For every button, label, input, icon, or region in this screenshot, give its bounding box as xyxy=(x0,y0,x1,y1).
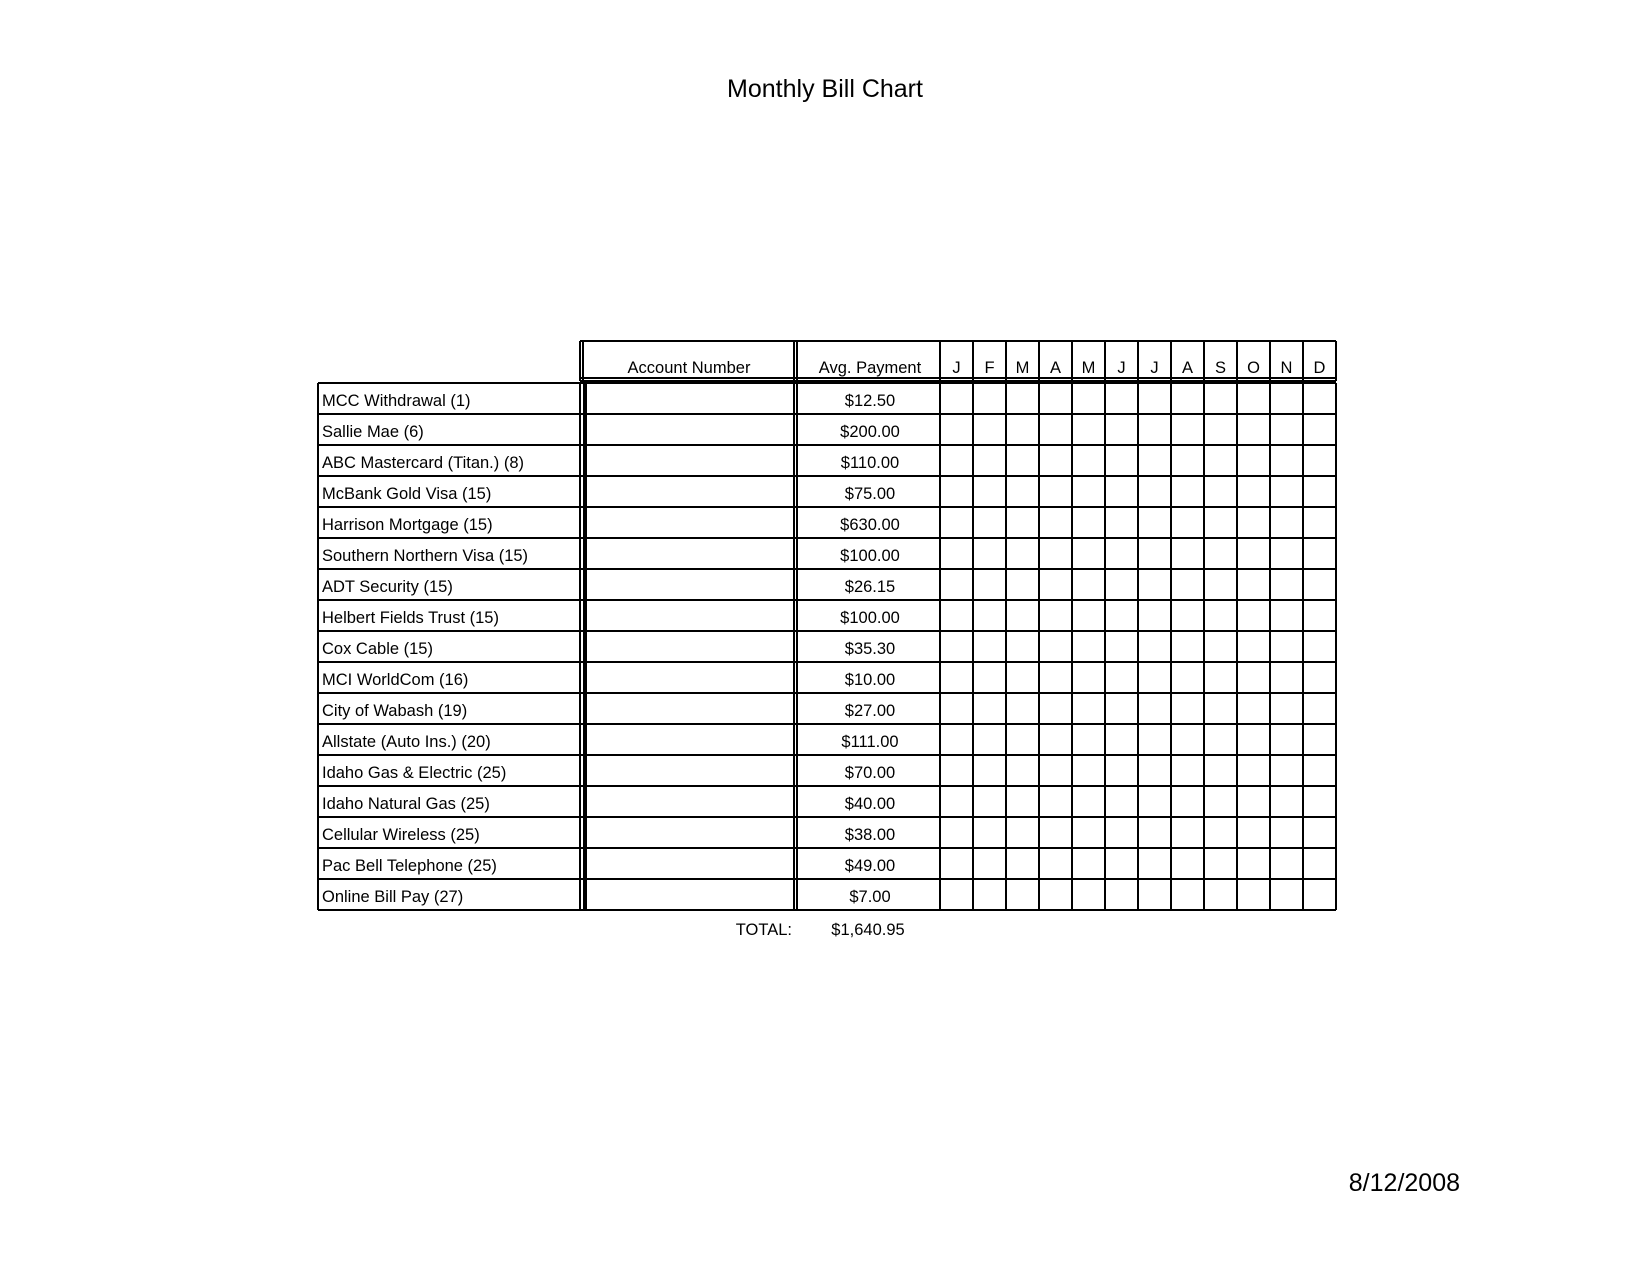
bill-name: MCI WorldCom (16) xyxy=(322,671,469,689)
avg-payment: $630.00 xyxy=(840,516,900,534)
month-header: J xyxy=(1117,359,1126,377)
month-header: N xyxy=(1280,359,1293,377)
month-header: A xyxy=(1049,359,1062,377)
avg-payment: $26.15 xyxy=(844,578,896,596)
avg-payment: $40.00 xyxy=(844,795,896,813)
avg-payment: $110.00 xyxy=(840,454,900,472)
avg-payment: $35.30 xyxy=(844,640,896,658)
avg-payment: $7.00 xyxy=(849,888,891,906)
month-header: F xyxy=(984,359,995,377)
avg-payment-header: Avg. Payment xyxy=(818,359,922,377)
avg-payment: $75.00 xyxy=(844,485,896,503)
bill-name: Helbert Fields Trust (15) xyxy=(322,609,499,627)
month-header: D xyxy=(1313,359,1326,377)
bill-name: ABC Mastercard (Titan.) (8) xyxy=(322,454,525,472)
bill-name: Idaho Gas & Electric (25) xyxy=(322,764,507,782)
account-number-header: Account Number xyxy=(627,359,751,377)
bill-name: McBank Gold Visa (15) xyxy=(322,485,492,503)
month-header: A xyxy=(1181,359,1194,377)
bill-name: Cox Cable (15) xyxy=(322,640,433,658)
avg-payment: $10.00 xyxy=(844,671,896,689)
bill-name: Sallie Mae (6) xyxy=(322,423,424,441)
total-label: TOTAL: xyxy=(735,921,792,939)
month-header: M xyxy=(1081,359,1096,377)
avg-payment: $27.00 xyxy=(844,702,896,720)
bill-name: ADT Security (15) xyxy=(322,578,453,596)
month-header: M xyxy=(1015,359,1030,377)
bill-name: City of Wabash (19) xyxy=(322,702,468,720)
print-date: 8/12/2008 xyxy=(1348,1169,1460,1197)
month-header: O xyxy=(1247,359,1260,377)
total-value: $1,640.95 xyxy=(831,921,905,939)
avg-payment: $12.50 xyxy=(844,392,896,410)
month-header: J xyxy=(952,359,961,377)
avg-payment: $70.00 xyxy=(844,764,896,782)
month-header: J xyxy=(1150,359,1159,377)
avg-payment: $200.00 xyxy=(840,423,900,441)
bill-name: Cellular Wireless (25) xyxy=(322,826,480,844)
bill-name: Online Bill Pay (27) xyxy=(322,888,464,906)
avg-payment: $100.00 xyxy=(840,609,900,627)
bill-name: Idaho Natural Gas (25) xyxy=(322,795,490,813)
avg-payment: $111.00 xyxy=(841,733,899,751)
avg-payment: $49.00 xyxy=(844,857,896,875)
bill-name: MCC Withdrawal (1) xyxy=(322,392,471,410)
bill-name: Southern Northern Visa (15) xyxy=(322,547,529,565)
bill-name: Harrison Mortgage (15) xyxy=(322,516,493,534)
page-title: Monthly Bill Chart xyxy=(727,75,923,103)
bill-name: Allstate (Auto Ins.) (20) xyxy=(322,733,491,751)
bill-name: Pac Bell Telephone (25) xyxy=(322,857,497,875)
avg-payment: $100.00 xyxy=(840,547,900,565)
month-header: S xyxy=(1214,359,1227,377)
avg-payment: $38.00 xyxy=(844,826,896,844)
